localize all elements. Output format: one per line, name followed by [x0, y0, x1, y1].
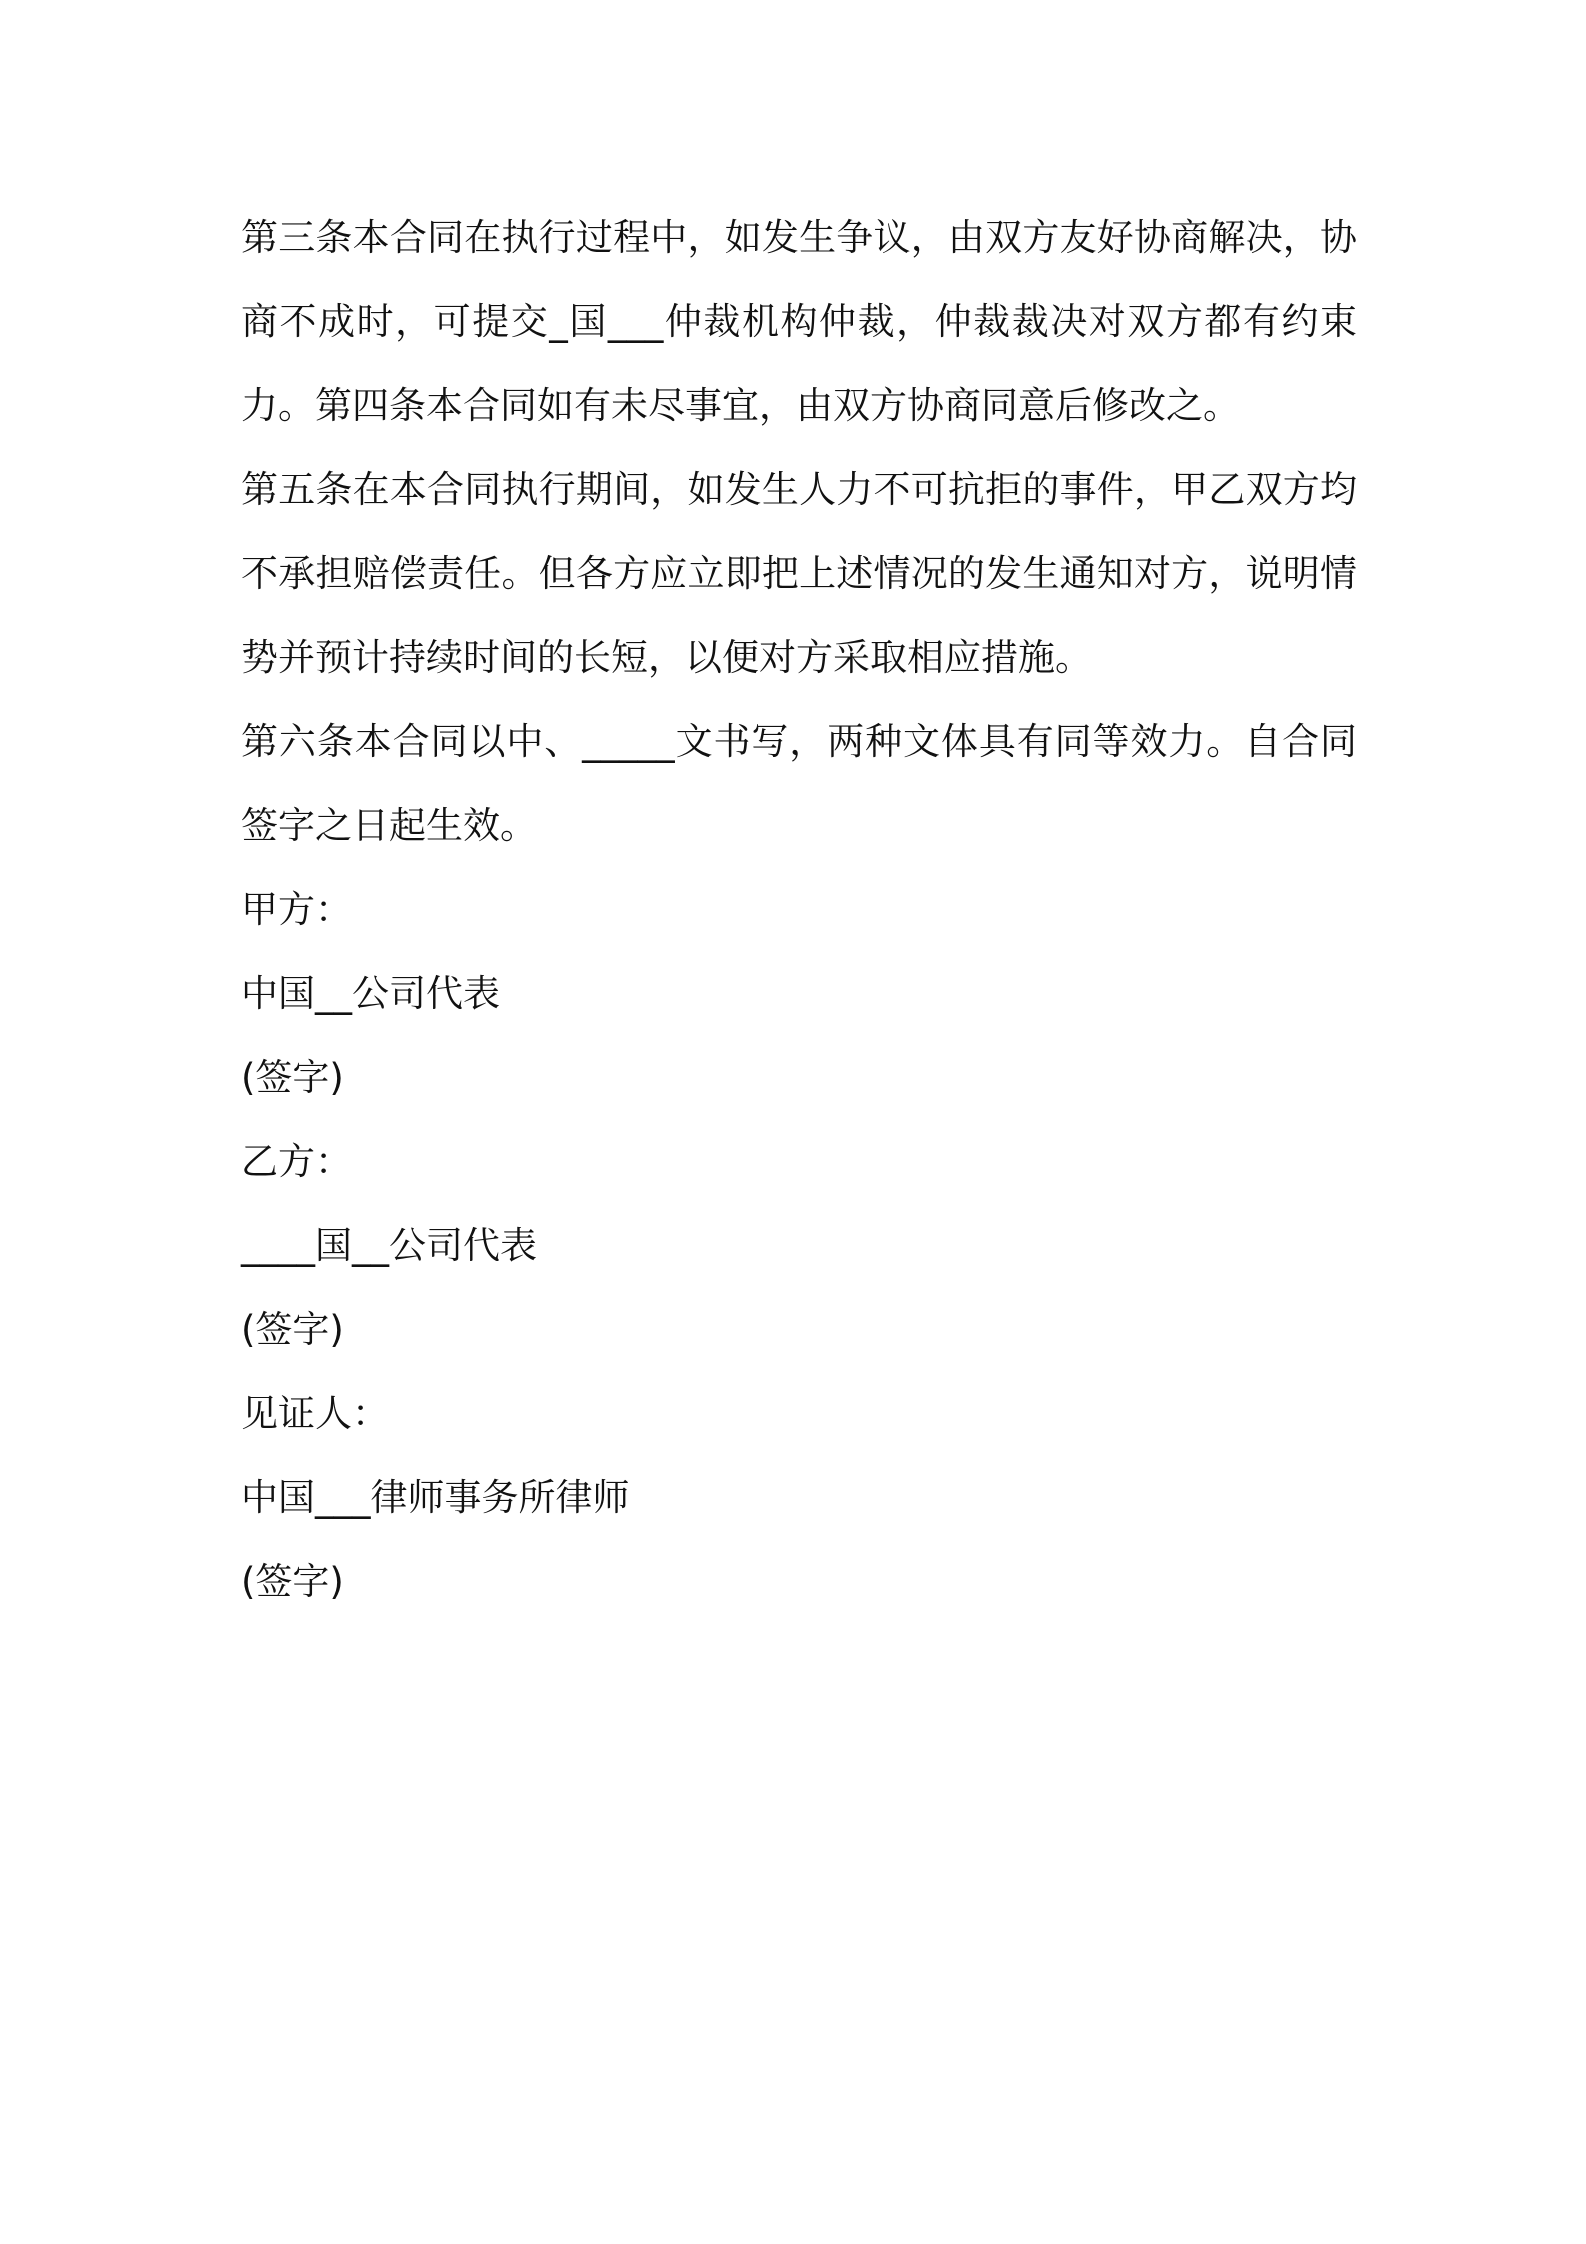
party-b-signature: (签字): [241, 1308, 344, 1351]
witness-signature: (签字): [241, 1560, 344, 1603]
article-6-paragraph: 第六条本合同以中、_____文书写，两种文体具有同等效力。自合同签字之日起生效。: [241, 720, 1357, 847]
party-a-representative: 中国__公司代表: [241, 972, 500, 1015]
witness-lawyer: 中国___律师事务所律师: [241, 1476, 630, 1519]
article-5-paragraph: 第五条在本合同执行期间，如发生人力不可抗拒的事件，甲乙双方均不承担赔偿责任。但各方应立即把上述情况的发生通知对方，说明情势并预计持续时间的长短，以便对方采取相应措施。: [241, 468, 1357, 679]
article-3-4-paragraph: 第三条本合同在执行过程中，如发生争议，由双方友好协商解决，协商不成时，可提交_国___仲裁机构仲裁，仲裁裁决对双方都有约束力。第四条本合同如有未尽事宜，由双方协商同意后修改之。: [241, 216, 1357, 427]
party-a-signature: (签字): [241, 1056, 344, 1099]
party-b-label: 乙方：: [241, 1140, 352, 1183]
party-a-label: 甲方：: [241, 888, 352, 931]
witness-label: 见证人：: [241, 1392, 389, 1435]
document-body: [241, 196, 1357, 1624]
party-b-representative: ____国__公司代表: [241, 1224, 537, 1267]
